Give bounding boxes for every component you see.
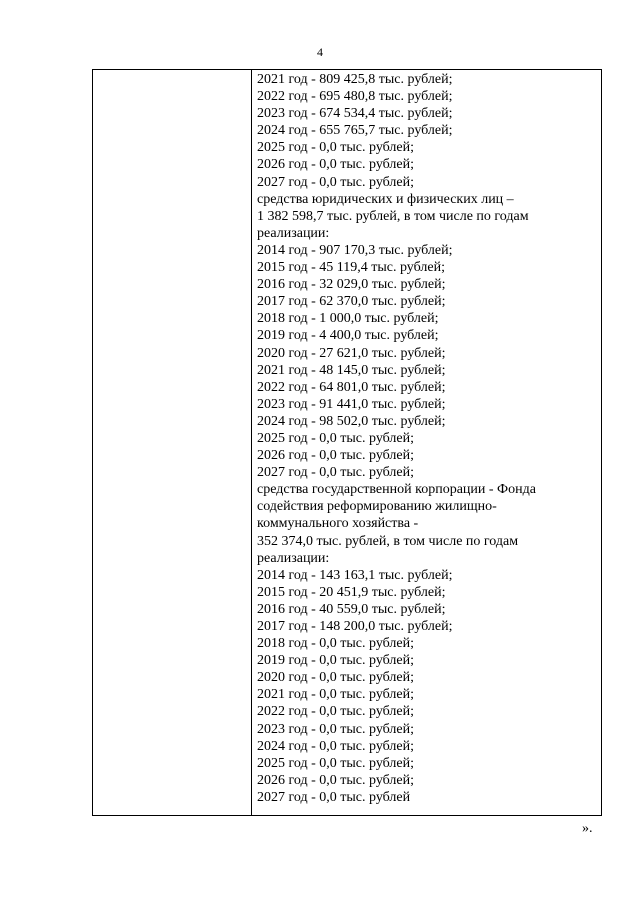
funding-line: 2025 год - 0,0 тыс. рублей;: [257, 755, 415, 771]
funding-line: 2020 год - 0,0 тыс. рублей;: [257, 670, 415, 686]
funding-line: 2022 год - 0,0 тыс. рублей;: [257, 704, 415, 720]
funding-line: 2025 год - 0,0 тыс. рублей;: [257, 430, 415, 446]
funding-line: 2025 год - 0,0 тыс. рублей;: [257, 140, 415, 156]
funding-line: 352 374,0 тыс. рублей, в том числе по годам: [257, 533, 519, 549]
funding-line: 2021 год - 809 425,8 тыс. рублей;: [257, 72, 453, 87]
funding-line: содействия реформированию жилищно-: [257, 499, 497, 515]
funding-line: коммунального хозяйства -: [257, 516, 419, 532]
page-number: 4: [317, 45, 323, 59]
funding-table: [92, 69, 602, 816]
funding-line: средства юридических и физических лиц –: [257, 191, 514, 207]
closing-quote-mark: ».: [582, 821, 593, 836]
funding-line: 2027 год - 0,0 тыс. рублей;: [257, 465, 415, 481]
funding-line: 2020 год - 27 621,0 тыс. рублей;: [257, 345, 446, 361]
funding-line: 2016 год - 40 559,0 тыс. рублей;: [257, 601, 446, 617]
funding-line: 2022 год - 695 480,8 тыс. рублей;: [257, 89, 453, 105]
funding-line: 2014 год - 143 163,1 тыс. рублей;: [257, 567, 453, 583]
funding-line: 2024 год - 98 502,0 тыс. рублей;: [257, 413, 446, 429]
funding-line: 2023 год - 674 534,4 тыс. рублей;: [257, 106, 453, 122]
funding-line: реализации:: [257, 225, 330, 241]
funding-line: 2023 год - 0,0 тыс. рублей;: [257, 721, 415, 737]
funding-line: 2019 год - 4 400,0 тыс. рублей;: [257, 328, 439, 344]
funding-line: 2015 год - 45 119,4 тыс. рублей;: [257, 260, 445, 276]
funding-line: 2026 год - 0,0 тыс. рублей;: [257, 448, 415, 464]
funding-line: 2017 год - 148 200,0 тыс. рублей;: [257, 619, 453, 634]
funding-line: 2018 год - 0,0 тыс. рублей;: [257, 636, 415, 652]
funding-line: 2027 год - 0,0 тыс. рублей;: [257, 174, 415, 190]
funding-line: 2023 год - 91 441,0 тыс. рублей;: [257, 396, 446, 412]
funding-line: 2027 год - 0,0 тыс. рублей: [257, 789, 411, 805]
funding-line: 1 382 598,7 тыс. рублей, в том числе по годам: [257, 208, 529, 224]
funding-line: 2022 год - 64 801,0 тыс. рублей;: [257, 379, 446, 395]
funding-line: 2018 год - 1 000,0 тыс. рублей;: [257, 311, 439, 327]
funding-line: 2021 год - 0,0 тыс. рублей;: [257, 687, 415, 703]
funding-line: 2026 год - 0,0 тыс. рублей;: [257, 157, 415, 173]
funding-line: 2017 год - 62 370,0 тыс. рублей;: [257, 294, 446, 310]
funding-line: 2026 год - 0,0 тыс. рублей;: [257, 772, 415, 788]
table-left-cell: [93, 70, 252, 815]
funding-line: 2015 год - 20 451,9 тыс. рублей;: [257, 584, 446, 600]
table-right-cell: [252, 70, 601, 815]
funding-line: 2019 год - 0,0 тыс. рублей;: [257, 653, 415, 669]
funding-line: 2014 год - 907 170,3 тыс. рублей;: [257, 242, 453, 258]
funding-line: 2024 год - 0,0 тыс. рублей;: [257, 738, 415, 754]
funding-line: реализации:: [257, 550, 330, 566]
funding-line: 2024 год - 655 765,7 тыс. рублей;: [257, 123, 453, 139]
funding-line: средства государственной корпорации - Фонда: [257, 482, 536, 498]
funding-line: 2021 год - 48 145,0 тыс. рублей;: [257, 362, 446, 378]
funding-line: 2016 год - 32 029,0 тыс. рублей;: [257, 277, 446, 293]
